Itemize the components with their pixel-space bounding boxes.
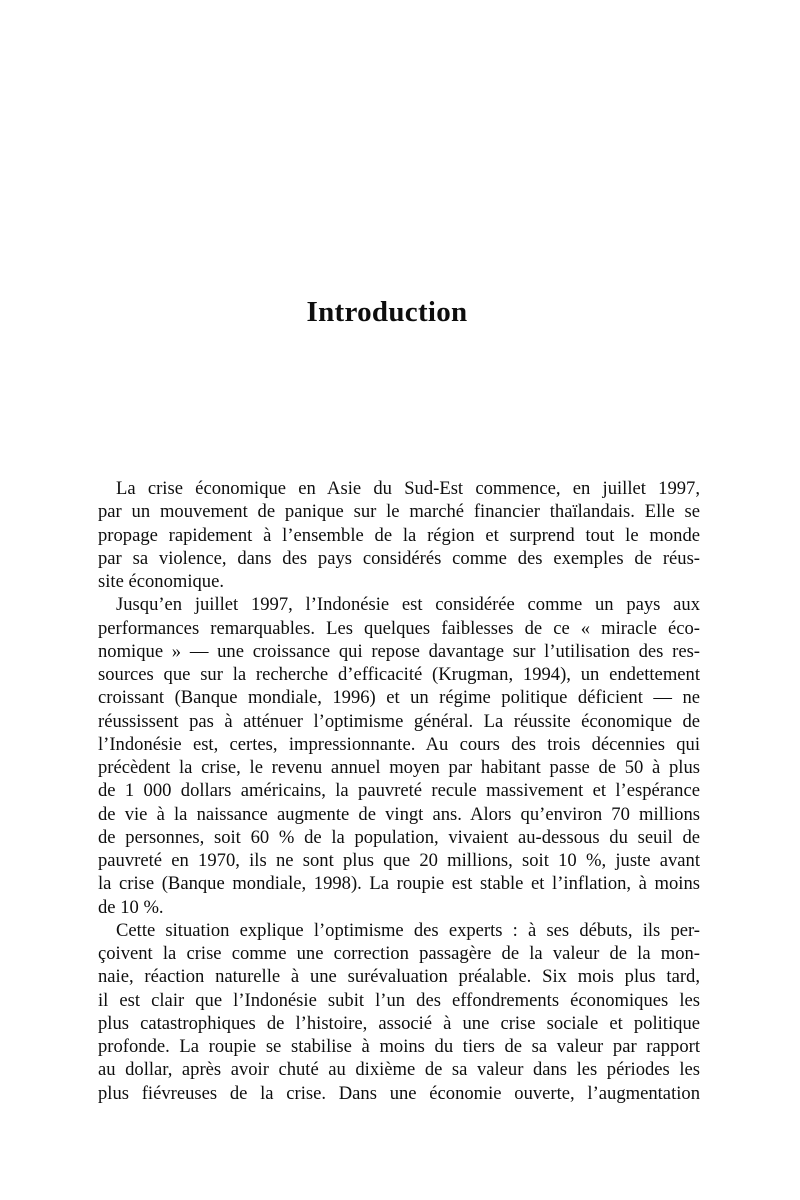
text-line: par sa violence, dans des pays considérés comme des exemples de réus- [98,547,700,569]
text-line: plus fiévreuses de la crise. Dans une économie ouverte, l’augmentation [98,1082,700,1104]
text-line: site économique. [98,571,224,592]
text-line: nomique » — une croissance qui repose davantage sur l’utilisation des res- [98,640,700,662]
paragraph [98,919,700,1105]
paragraph [98,593,700,919]
text-line: La crise économique en Asie du Sud-Est commence, en juillet 1997, [116,478,700,499]
text-line: par un mouvement de panique sur le marché financier thaïlandais. Elle se [98,501,700,523]
text-line: l’Indonésie est, certes, impressionnante. Au cours des trois décennies qui [98,733,700,755]
text-line: plus catastrophiques de l’histoire, associé à une crise sociale et politique [98,1012,700,1034]
page-title: Introduction [306,296,468,328]
text-line: Cette situation explique l’optimisme des experts : à ses débuts, ils per- [116,919,700,941]
text-line: il est clair que l’Indonésie subit l’un des effondrements économiques les [98,989,700,1011]
text-line: de 10 %. [98,896,164,918]
text-line: naie, réaction naturelle à une surévaluation préalable. Six mois plus tard, [98,966,700,988]
text-line: au dollar, après avoir chuté au dixième de sa valeur dans les périodes les [98,1059,700,1081]
paragraph [98,477,700,593]
text-line: la crise (Banque mondiale, 1998). La roupie est stable et l’inflation, à moins [98,873,700,895]
text-line: sources que sur la recherche d’efficacité (Krugman, 1994), un endettement [98,664,700,685]
text-line: de vie à la naissance augmente de vingt ans. Alors qu’environ 70 millions [98,803,700,825]
text-line: Jusqu’en juillet 1997, l’Indonésie est considérée comme un pays aux [116,594,700,616]
text-line: croissant (Banque mondiale, 1996) et un régime politique déficient — ne [98,687,700,709]
text-line: propage rapidement à l’ensemble de la région et surprend tout le monde [98,524,700,546]
text-line: pauvreté en 1970, ils ne sont plus que 20 millions, soit 10 %, juste avant [98,850,700,871]
text-line: réussissent pas à atténuer l’optimisme général. La réussite économique de [98,710,700,732]
text-line: profonde. La roupie se stabilise à moins du tiers de sa valeur par rapport [98,1036,700,1057]
text-line: de personnes, soit 60 % de la population, vivaient au-dessous du seuil de [98,826,700,848]
text-line: çoivent la crise comme une correction passagère de la valeur de la mon- [98,943,700,964]
body-text [98,477,700,1105]
text-line: performances remarquables. Les quelques faiblesses de ce « miracle éco- [98,617,700,639]
text-line: précèdent la crise, le revenu annuel moyen par habitant passe de 50 à plus [98,757,700,778]
text-line: de 1 000 dollars américains, la pauvreté recule massivement et l’espérance [98,780,700,802]
